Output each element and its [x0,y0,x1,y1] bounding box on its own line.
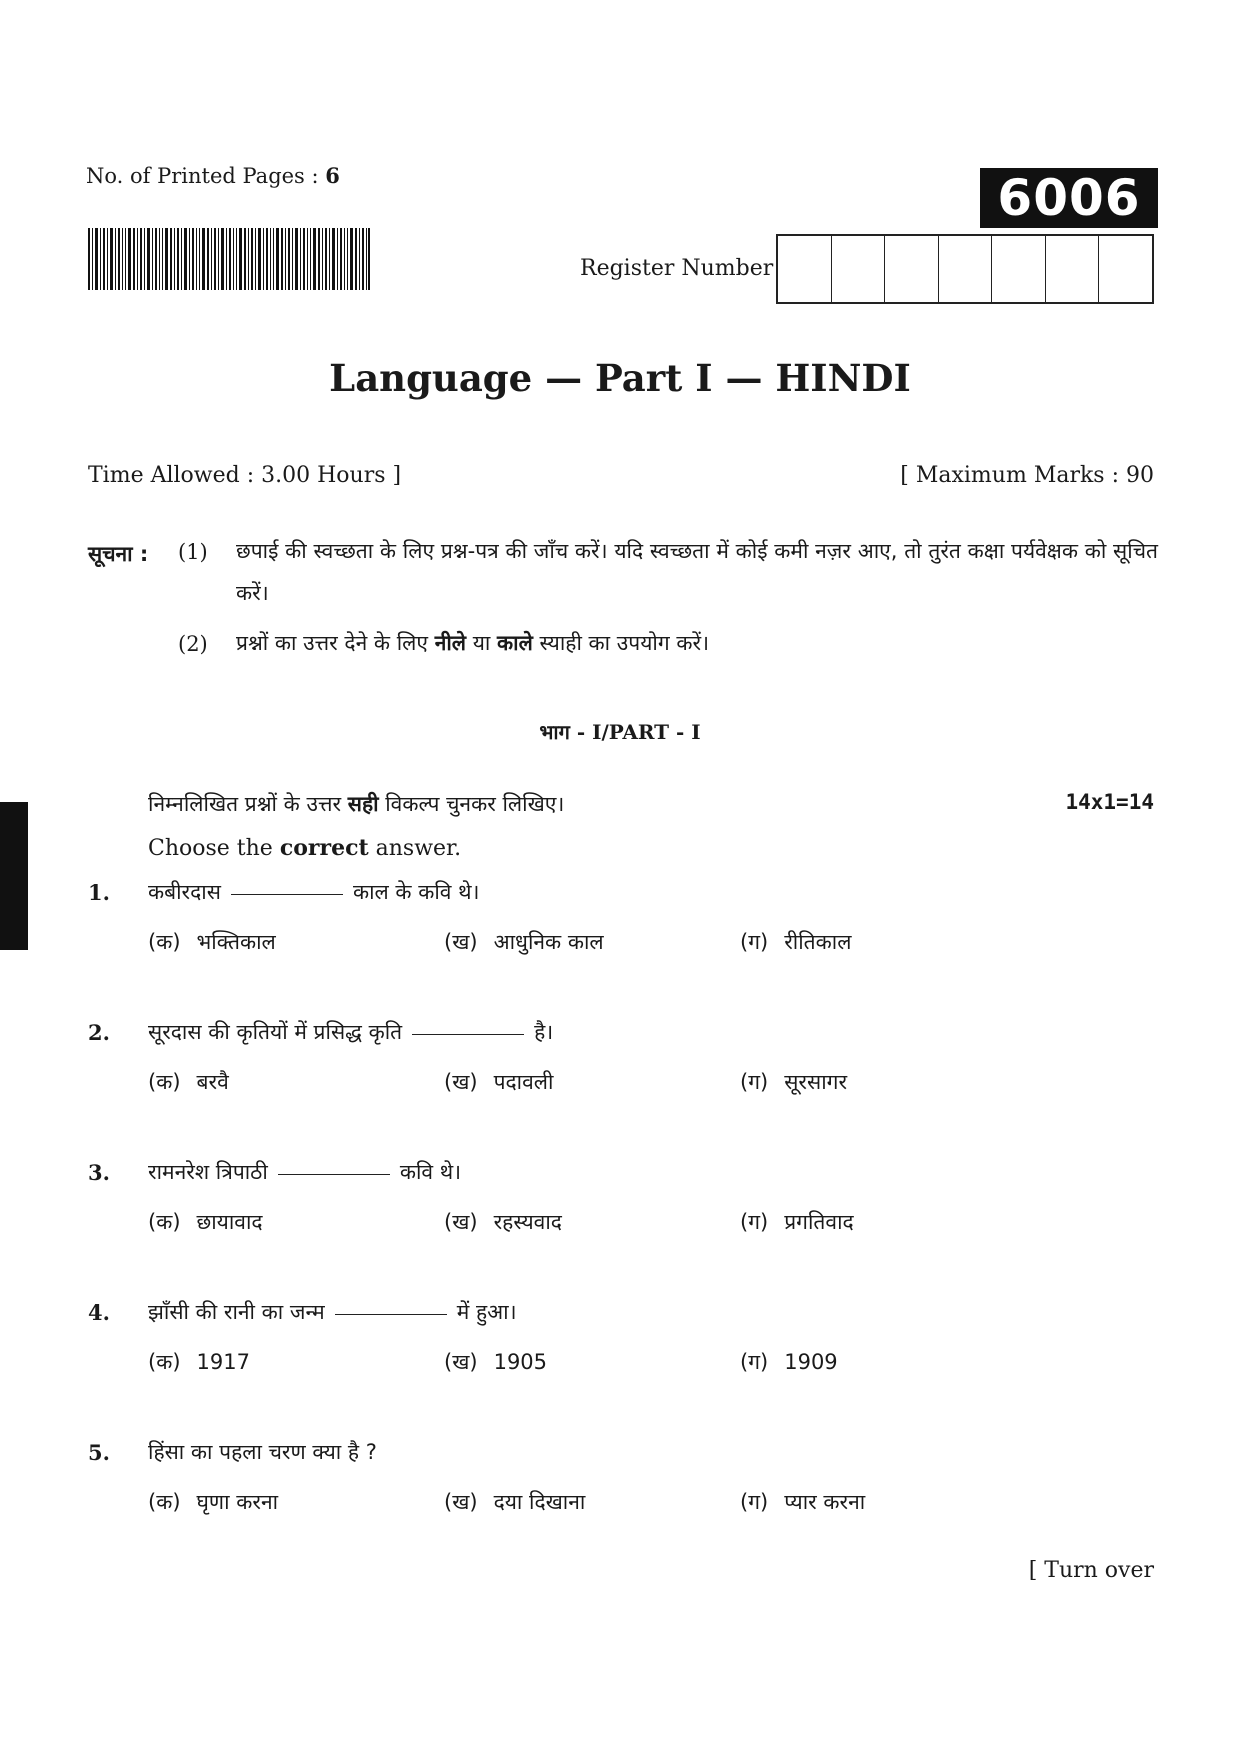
option-a [148,1488,278,1516]
option-text: 1909 [784,1350,838,1374]
register-number-boxes[interactable] [776,234,1154,304]
question-text [148,1158,461,1186]
option-c [740,928,851,956]
note-text: छपाई की स्वच्छता के लिए प्रश्न-पत्र की जाँच करें। यदि स्वच्छता में कोई कमी नज़र आए, तो तुरंत कक्षा पर्यवेक्षक को सूचित करें। [236,539,1158,605]
option-c [740,1068,847,1096]
option-text: छायावाद [196,1210,263,1234]
question-number: 3. [88,1160,110,1185]
option-text: सूरसागर [784,1070,848,1094]
maximum-marks: [ Maximum Marks : 90 [900,463,1154,488]
notes-label: सूचना : [88,542,149,566]
option-b [444,1348,547,1376]
question-text: हिंसा का पहला चरण क्या है ? [148,1440,377,1464]
option-label: (क) [148,1350,181,1374]
option-text: रीतिकाल [784,930,852,954]
option-label: (क) [148,1070,181,1094]
printed-pages-label: No. of Printed Pages : [86,164,319,188]
paper-title: Language — Part I — HINDI [329,356,911,400]
register-digit-box[interactable] [778,236,832,302]
printed-pages-value: 6 [325,163,340,188]
answer-blank [231,894,343,895]
note-bold-blue: नीले [434,631,467,655]
instruction-text: विकल्प चुनकर लिखिए। [378,792,565,816]
question-number: 1. [88,880,110,905]
option-text: घृणा करना [196,1490,279,1514]
option-label: (ग) [740,1210,769,1234]
question-number: 4. [88,1300,110,1325]
question-text-part: सूरदास की कृतियों में प्रसिद्ध कृति [148,1020,403,1044]
option-b [444,1208,562,1236]
option-label: (क) [148,1210,181,1234]
note-number: (1) [178,540,208,564]
option-label: (ख) [444,930,478,954]
option-label: (ग) [740,1350,769,1374]
register-digit-box[interactable] [939,236,993,302]
note-number: (2) [178,632,208,656]
option-label: (ख) [444,1350,478,1374]
option-text: दया दिखाना [493,1490,586,1514]
instruction-english [148,835,461,861]
note-bold-black: काले [497,631,533,655]
instruction-text: Choose the [148,836,280,861]
question-text-part: कबीरदास [148,880,221,904]
barcode-icon [88,228,370,290]
option-text: प्रगतिवाद [784,1210,854,1234]
option-label: (ख) [444,1070,478,1094]
answer-blank [412,1034,524,1035]
option-a [148,1068,229,1096]
option-label: (क) [148,1490,181,1514]
option-text: आधुनिक काल [493,930,604,954]
note-text-part: प्रश्नों का उत्तर देने के लिए [236,631,435,655]
question-number: 5. [88,1440,110,1465]
option-label: (ग) [740,930,769,954]
time-allowed: Time Allowed : 3.00 Hours ] [88,463,402,488]
paper-code: 6006 [980,168,1158,228]
register-number-label: Register Number [580,256,774,281]
option-b [444,928,604,956]
option-text: बरवै [196,1070,229,1094]
question-text [148,878,480,906]
note-text [236,622,709,664]
question-text-part: रामनरेश त्रिपाठी [148,1160,268,1184]
option-label: (ग) [740,1070,769,1094]
register-digit-box[interactable] [1099,236,1152,302]
question-number: 2. [88,1020,110,1045]
register-digit-box[interactable] [992,236,1046,302]
option-c [740,1208,854,1236]
turn-over-note: [ Turn over [1028,1558,1154,1583]
option-text: पदावली [493,1070,554,1094]
option-b [444,1068,553,1096]
option-text: भक्तिकाल [196,930,276,954]
instruction-bold: correct [279,835,369,861]
register-digit-box[interactable] [885,236,939,302]
question-text [148,1298,517,1326]
option-text: रहस्यवाद [493,1210,562,1234]
question-text-part: झाँसी की रानी का जन्म [148,1300,325,1324]
note-text-part: या [466,631,498,655]
option-a [148,1348,250,1376]
option-label: (क) [148,930,181,954]
option-text: 1905 [493,1350,548,1374]
option-c [740,1348,838,1376]
instruction-bold: सही [347,792,379,816]
section-marks: 14x1=14 [1065,790,1154,814]
option-label: (ग) [740,1490,769,1514]
answer-blank [335,1314,447,1315]
instruction-hindi [148,790,564,818]
instruction-text: निम्नलिखित प्रश्नों के उत्तर [148,792,348,816]
option-a [148,928,276,956]
register-digit-box[interactable] [832,236,886,302]
option-text: 1917 [196,1350,250,1374]
question-text [148,1018,553,1046]
answer-blank [278,1174,390,1175]
part-heading: भाग - I/PART - I [539,720,701,744]
printed-pages-line [86,163,340,188]
note-text-part: स्याही का उपयोग करें। [532,631,710,655]
margin-marker [0,802,28,950]
instruction-text: answer. [368,836,462,861]
question-text-part: में हुआ। [456,1300,517,1324]
option-c [740,1488,865,1516]
register-digit-box[interactable] [1046,236,1100,302]
question-text-part: काल के कवि थे। [352,880,480,904]
question-text-part: कवि थे। [399,1160,462,1184]
option-a [148,1208,263,1236]
option-b [444,1488,585,1516]
option-label: (ख) [444,1490,478,1514]
option-label: (ख) [444,1210,478,1234]
option-text: प्यार करना [784,1490,866,1514]
question-text-part: है। [534,1020,554,1044]
